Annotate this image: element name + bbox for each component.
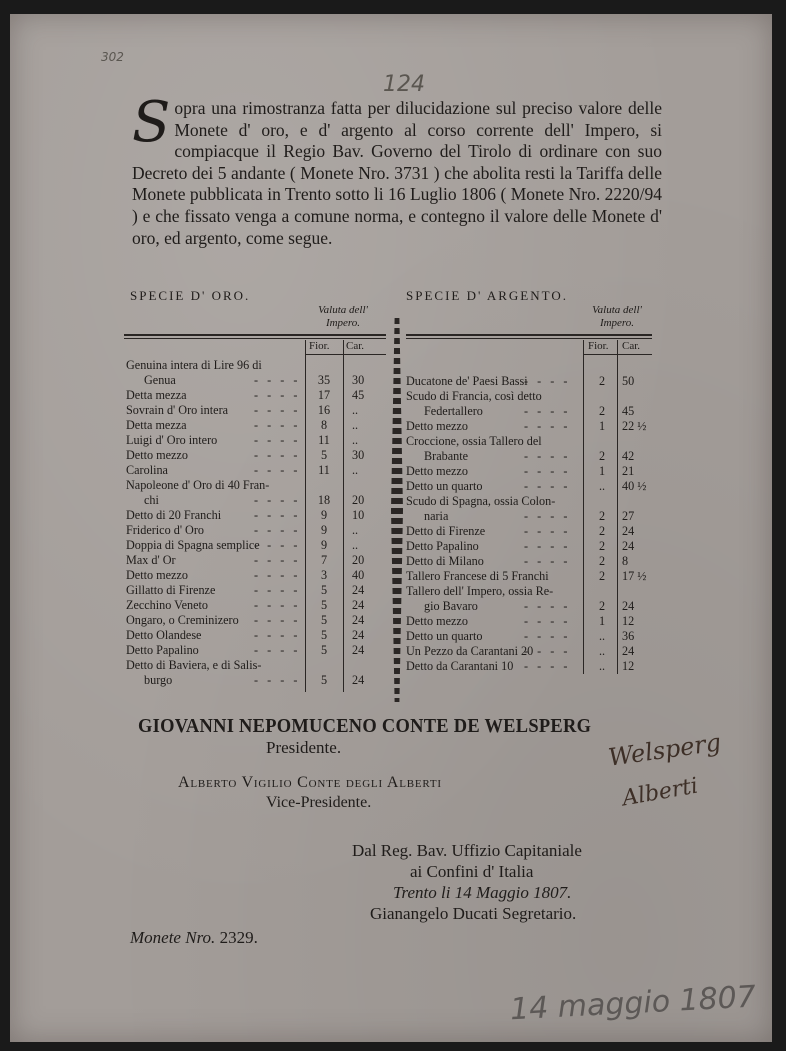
leader-dots: - - - -: [524, 614, 571, 628]
leader-dots: - - - -: [524, 599, 571, 613]
fiorini-value: 11: [318, 463, 330, 477]
leader-dots: - - - -: [524, 539, 571, 553]
leader-dots: - - - -: [254, 583, 301, 597]
gold-car-label: Car.: [346, 340, 365, 352]
coin-name: Detto mezzo: [126, 568, 188, 582]
archive-number: 124: [383, 72, 425, 97]
leader-dots: - - - -: [254, 463, 301, 477]
document-page: [10, 14, 772, 1042]
coin-name: Detto Papalino: [406, 539, 479, 553]
carantani-value: 50: [622, 374, 635, 388]
coin-name: Detto di 20 Franchi: [126, 508, 222, 522]
leader-dots: - - - -: [524, 404, 571, 418]
coin-name: Un Pezzo da Carantani 20: [406, 644, 534, 658]
carantani-value: 8: [622, 554, 629, 568]
fiorini-value: 35: [317, 373, 331, 387]
fiorini-value: 5: [320, 613, 328, 627]
valuta-right-label: Valuta dell' Impero.: [592, 304, 642, 329]
fiorini-value: 1: [598, 464, 606, 478]
leader-dots: - - - -: [254, 613, 301, 627]
fiorini-value: 9: [320, 523, 328, 537]
coin-name: Brabante: [424, 449, 468, 463]
leader-dots: - - - -: [254, 523, 301, 537]
carantani-value: 24: [352, 583, 365, 597]
coin-name: Gillatto di Firenze: [126, 583, 216, 597]
monete-number: [130, 928, 258, 948]
carantani-value: 20: [352, 553, 365, 567]
carantani-value: 24: [352, 598, 365, 612]
leader-dots: - - - -: [254, 643, 301, 657]
gold-fior-label: Fior.: [309, 340, 330, 352]
coin-name: Detto da Carantani 10: [406, 659, 514, 673]
leader-dots: - - - -: [524, 524, 571, 538]
coin-name: Doppia di Spagna semplice: [126, 538, 260, 552]
coin-name: Croccione, ossia Tallero del: [406, 434, 542, 448]
carantani-value: 24: [622, 599, 635, 613]
leader-dots: - - - -: [524, 374, 571, 388]
silver-car-label: Car.: [622, 340, 641, 352]
coin-name: Detto di Baviera, e di Salis-: [126, 658, 262, 672]
leader-dots: - - - -: [524, 509, 571, 523]
coin-name: Detto un quarto: [406, 479, 483, 493]
fiorini-value: ..: [598, 629, 606, 643]
secretary: Gianangelo Ducati Segretario.: [370, 904, 577, 923]
issue-date: Trento li 14 Maggio 1807.: [393, 883, 572, 902]
fiorini-value: 2: [598, 569, 606, 583]
fiorini-value: 5: [320, 598, 328, 612]
drop-cap: S: [132, 90, 171, 155]
fiorini-value: 5: [320, 673, 328, 687]
coin-name: naria: [424, 509, 449, 523]
fiorini-value: 17: [317, 388, 331, 402]
fiorini-value: 16: [317, 403, 331, 417]
leader-dots: - - - -: [254, 388, 301, 402]
issuer-location: ai Confini d' Italia: [410, 862, 534, 881]
carantani-value: 40 ½: [622, 479, 647, 493]
pencil-reference-number: 302: [101, 50, 124, 64]
carantani-value: 22 ½: [622, 419, 647, 433]
chain-divider: [391, 318, 403, 702]
coin-name: Detto di Firenze: [406, 524, 486, 538]
silver-top-rule: [406, 334, 652, 336]
leader-dots: - - - -: [254, 598, 301, 612]
fiorini-value: 2: [598, 524, 606, 538]
gold-sub-rule: [306, 354, 386, 355]
carantani-value: 12: [622, 659, 635, 673]
coin-name: Max d' Or: [126, 553, 176, 567]
issuer-office: Dal Reg. Bav. Uffizio Capitaniale: [352, 841, 582, 860]
carantani-value: 12: [622, 614, 635, 628]
carantani-value: 10: [352, 508, 365, 522]
carantani-value: ..: [352, 523, 359, 537]
leader-dots: - - - -: [524, 659, 571, 673]
coin-name: chi: [144, 493, 159, 507]
coin-name: Detto un quarto: [406, 629, 483, 643]
leader-dots: - - - -: [254, 448, 301, 462]
fiorini-value: 9: [320, 508, 328, 522]
fiorini-value: ..: [598, 479, 606, 493]
fiorini-value: 1: [598, 614, 606, 628]
gold-heading: SPECIE D' ORO.: [130, 288, 251, 303]
gold-top-rule-2: [124, 338, 386, 339]
coin-name: Ducatone de' Paesi Bassi: [406, 374, 528, 388]
carantani-value: 20: [352, 493, 365, 507]
coin-name: Detto mezzo: [406, 464, 468, 478]
carantani-value: 40: [352, 568, 365, 582]
carantani-value: ..: [352, 538, 359, 552]
coin-name: burgo: [144, 673, 173, 687]
leader-dots: - - - -: [254, 508, 301, 522]
leader-dots: - - - -: [254, 403, 301, 417]
coin-name: Sovrain d' Oro intera: [126, 403, 229, 417]
coin-name: Detto mezzo: [406, 419, 468, 433]
leader-dots: - - - -: [524, 554, 571, 568]
carantani-value: 21: [622, 464, 635, 478]
fiorini-value: 2: [598, 404, 606, 418]
carantani-value: ..: [352, 418, 359, 432]
carantani-value: 24: [622, 539, 635, 553]
fiorini-value: 9: [320, 538, 328, 552]
fiorini-value: 2: [598, 554, 606, 568]
fiorini-value: 5: [320, 643, 328, 657]
coin-name: Ongaro, o Creminizero: [126, 613, 239, 627]
monete-value: 2329.: [219, 928, 258, 947]
signature-alberti: Alberti: [620, 773, 701, 812]
coin-name: Detto di Milano: [406, 554, 484, 568]
leader-dots: - - - -: [254, 673, 301, 687]
carantani-value: 27: [622, 509, 635, 523]
coin-name: Zecchino Veneto: [126, 598, 209, 612]
president-title: Presidente.: [266, 738, 342, 757]
carantani-value: ..: [352, 433, 359, 447]
intro-text: opra una rimostranza fatta per dilucidazione sul preciso valore delle Monete d' oro, e d' argento al corso corrente dell' Impero, si compiacque il Regio Bav. Governo del Tirolo di ordinare con suo Decreto dei 5 andante ( Monete Nro. 3731 ) che abolita resti la Tariffa delle Monete pubblicata in Trento sotto li 16 Luglio 1806 ( Monete Nro. 2220/94 ) e che fissato venga a comune norma, e contegno il valore delle Monete d' oro, ed argento, come segue.: [132, 98, 662, 248]
fiorini-value: 5: [320, 448, 328, 462]
carantani-value: 24: [352, 628, 365, 642]
handwritten-date: 14 maggio 1807: [509, 979, 757, 1028]
monete-label: Monete Nro.: [130, 928, 216, 947]
gold-rule-v2: [343, 340, 344, 692]
coin-name: Friderico d' Oro: [126, 523, 205, 537]
coin-name: Tallero dell' Impero, ossia Re-: [406, 584, 554, 598]
coin-name: Detto Olandese: [126, 628, 202, 642]
fiorini-value: 7: [320, 553, 328, 567]
silver-heading: SPECIE D' ARGENTO.: [406, 288, 568, 303]
leader-dots: - - - -: [254, 553, 301, 567]
vice-president-name: Alberto Vigilio Conte degli Alberti: [178, 774, 442, 791]
coin-name: Detta mezza: [126, 418, 187, 432]
coin-name: Genua: [144, 373, 176, 387]
carantani-value: 17 ½: [622, 569, 647, 583]
leader-dots: - - - -: [524, 464, 571, 478]
leader-dots: - - - -: [254, 433, 301, 447]
fiorini-value: 1: [598, 419, 606, 433]
fiorini-value: 11: [318, 433, 330, 447]
vice-president-title: Vice-Presidente.: [266, 794, 372, 811]
coin-name: Napoleone d' Oro di 40 Fran-: [126, 478, 270, 492]
fiorini-value: 2: [598, 449, 606, 463]
leader-dots: - - - -: [254, 493, 301, 507]
fiorini-value: 2: [598, 509, 606, 523]
leader-dots: - - - -: [524, 479, 571, 493]
fiorini-value: 18: [317, 493, 331, 507]
carantani-value: 24: [622, 644, 635, 658]
carantani-value: 45: [352, 388, 365, 402]
coin-name: Federtallero: [424, 404, 483, 418]
carantani-value: 45: [622, 404, 635, 418]
leader-dots: - - - -: [524, 644, 571, 658]
coin-name: Tallero Francese di 5 Franchi: [406, 569, 549, 583]
fiorini-value: 5: [320, 583, 328, 597]
coin-name: Detto mezzo: [126, 448, 188, 462]
carantani-value: 30: [352, 373, 365, 387]
carantani-value: 30: [352, 448, 365, 462]
carantani-value: 36: [622, 629, 635, 643]
coin-name: Scudo di Francia, così detto: [406, 389, 542, 403]
silver-sub-rule: [584, 354, 652, 355]
intro-paragraph: [132, 90, 662, 249]
carantani-value: 42: [622, 449, 635, 463]
fiorini-value: ..: [598, 644, 606, 658]
fiorini-value: 2: [598, 599, 606, 613]
president-name: GIOVANNI NEPOMUCENO CONTE DE WELSPERG: [138, 715, 592, 737]
carantani-value: ..: [352, 403, 359, 417]
silver-top-rule-2: [406, 338, 652, 339]
signature-welsperg: Welsperg: [606, 728, 723, 772]
carantani-value: 24: [352, 673, 365, 687]
valuta-left-label: Valuta dell' Impero.: [318, 304, 368, 329]
carantani-value: 24: [622, 524, 635, 538]
silver-fior-label: Fior.: [588, 340, 609, 352]
fiorini-value: 2: [598, 539, 606, 553]
coin-name: Detta mezza: [126, 388, 187, 402]
gold-top-rule: [124, 334, 386, 336]
coin-name: Carolina: [126, 463, 168, 477]
carantani-value: 24: [352, 613, 365, 627]
fiorini-value: ..: [598, 659, 606, 673]
coin-name: Detto Papalino: [126, 643, 199, 657]
coin-name: Detto mezzo: [406, 614, 468, 628]
leader-dots: - - - -: [254, 418, 301, 432]
leader-dots: - - - -: [254, 568, 301, 582]
leader-dots: - - - -: [524, 449, 571, 463]
coin-name: Scudo di Spagna, ossia Colon-: [406, 494, 556, 508]
coin-name: Genuina intera di Lire 96 di: [126, 358, 262, 372]
fiorini-value: 8: [320, 418, 328, 432]
leader-dots: - - - -: [254, 373, 301, 387]
carantani-value: 24: [352, 643, 365, 657]
fiorini-value: 2: [598, 374, 606, 388]
leader-dots: - - - -: [254, 538, 301, 552]
leader-dots: - - - -: [254, 628, 301, 642]
leader-dots: - - - -: [524, 629, 571, 643]
coin-name: gio Bavaro: [424, 599, 478, 613]
carantani-value: ..: [352, 463, 359, 477]
coin-name: Luigi d' Oro intero: [126, 433, 218, 447]
leader-dots: - - - -: [524, 419, 571, 433]
fiorini-value: 3: [320, 568, 328, 582]
fiorini-value: 5: [320, 628, 328, 642]
